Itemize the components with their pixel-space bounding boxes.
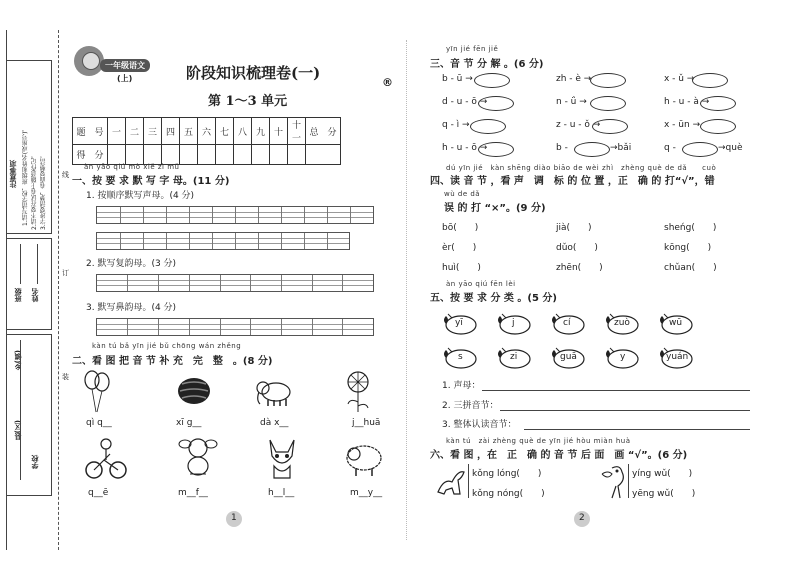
s4-item-7[interactable]: huì( ) bbox=[442, 263, 481, 273]
balloon-icon bbox=[82, 370, 112, 414]
score-cell[interactable] bbox=[108, 145, 126, 165]
apple-9 bbox=[602, 344, 640, 370]
writing-grid-4[interactable] bbox=[96, 318, 374, 336]
s3-item-3-pre: x - ǔ → bbox=[664, 74, 695, 84]
score-cell[interactable] bbox=[198, 145, 216, 165]
s3-item-7-pre: q - ì → bbox=[442, 120, 470, 130]
page-number-1: 1 bbox=[231, 513, 237, 523]
score-head-4: 四 bbox=[162, 118, 180, 145]
apple-label-4: zuò bbox=[614, 318, 630, 328]
notes-2: 2.请不要在试卷上随意作记。 bbox=[31, 152, 38, 230]
dinosaur-icon bbox=[434, 464, 468, 498]
school-label: 学校 bbox=[31, 455, 39, 469]
s2-title: 二、看 图 把 音 节 补 充 完 整 。(8 分) bbox=[72, 356, 273, 367]
s5-pinyin: àn yāo qiú fēn lèi bbox=[446, 280, 516, 288]
bee-honey-icon bbox=[176, 436, 218, 480]
s3-answer-oval-8[interactable] bbox=[592, 119, 628, 134]
s1-q2: 2. 默写复韵母。(3 分) bbox=[86, 259, 177, 269]
s3-answer-oval-2[interactable] bbox=[590, 73, 626, 88]
s5-q3: 3. 整体认读音节： bbox=[442, 420, 517, 430]
s4-item-1[interactable]: bō( ) bbox=[442, 223, 479, 233]
s3-item-1-pre: b - ū → bbox=[442, 74, 473, 84]
s4-item-9[interactable]: chǔan( ) bbox=[664, 263, 717, 273]
score-cell[interactable] bbox=[126, 145, 144, 165]
score-head-9: 九 bbox=[252, 118, 270, 145]
s1-title: 一、按 要 求 默 写 字 母。(11 分) bbox=[72, 176, 230, 187]
s2-item-5[interactable]: q__ē bbox=[88, 488, 109, 498]
parrot-icon bbox=[598, 462, 630, 500]
s4-item-6[interactable]: kōng( ) bbox=[664, 243, 712, 253]
score-table bbox=[72, 117, 341, 165]
s4-pinyin: dú yīn jié kàn shēng diào biāo de wèi zhì zhèng què de dǎ cuò bbox=[446, 164, 717, 172]
s2-item-4[interactable]: j__huā bbox=[352, 418, 381, 428]
s5-q1: 1. 声母： bbox=[442, 381, 481, 391]
score-head-8: 八 bbox=[234, 118, 252, 145]
s2-item-3[interactable]: dà x__ bbox=[260, 418, 289, 428]
score-cell[interactable] bbox=[234, 145, 252, 165]
s3-item-10-pre: h - u - ō → bbox=[442, 143, 488, 153]
s4-item-2[interactable]: jià( ) bbox=[556, 223, 592, 233]
apple-label-7: zi bbox=[510, 352, 518, 362]
seal-char-2: 订 bbox=[62, 269, 69, 277]
score-cell[interactable] bbox=[180, 145, 198, 165]
apple-8 bbox=[548, 344, 586, 370]
sheep-icon bbox=[342, 438, 384, 478]
score-head-0: 题 号 bbox=[73, 118, 108, 145]
class-name-box bbox=[6, 238, 52, 330]
elephant-icon bbox=[254, 378, 294, 408]
score-head-6: 六 bbox=[198, 118, 216, 145]
s5-answer-line-2[interactable] bbox=[500, 410, 750, 411]
s5-answer-line-1[interactable] bbox=[482, 390, 750, 391]
writing-grid-2[interactable] bbox=[96, 232, 350, 250]
fox-icon bbox=[262, 436, 302, 480]
s3-answer-oval-5[interactable] bbox=[590, 96, 626, 111]
s3-pinyin: yīn jié fēn jiě bbox=[446, 45, 499, 53]
score-value-row bbox=[73, 145, 341, 165]
s2-pinyin: kàn tú bǎ yīn jié bǔ chōng wán zhěng bbox=[92, 342, 242, 350]
s2-item-6[interactable]: m__f__ bbox=[178, 488, 208, 498]
score-cell[interactable] bbox=[252, 145, 270, 165]
s3-answer-oval-10[interactable] bbox=[478, 142, 514, 157]
unit-subtitle: 第 1～3 单元 bbox=[208, 94, 288, 109]
score-cell[interactable] bbox=[144, 145, 162, 165]
score-head-2: 二 bbox=[126, 118, 144, 145]
bicycle-icon bbox=[84, 436, 128, 480]
s3-answer-oval-4[interactable] bbox=[478, 96, 514, 111]
apple-label-6: s bbox=[458, 352, 463, 362]
s3-answer-oval-9[interactable] bbox=[700, 119, 736, 134]
s3-item-9-pre: x - ūn → bbox=[664, 120, 701, 130]
score-head-3: 三 bbox=[144, 118, 162, 145]
town-label: 乡(镇) bbox=[14, 350, 22, 371]
s3-answer-oval-3[interactable] bbox=[692, 73, 728, 88]
score-cell[interactable] bbox=[288, 145, 306, 165]
apple-5 bbox=[656, 310, 694, 336]
s4-item-8[interactable]: zhēn( ) bbox=[556, 263, 603, 273]
s6-item-3[interactable]: yíng wǔ( ) bbox=[632, 469, 693, 479]
s3-answer-oval-11[interactable] bbox=[574, 142, 610, 157]
s3-answer-oval-6[interactable] bbox=[700, 96, 736, 111]
apple-7 bbox=[494, 344, 532, 370]
s3-item-6-pre: h - u - à → bbox=[664, 97, 710, 107]
s3-item-2-pre: zh - è → bbox=[556, 74, 592, 84]
page-title: 阶段知识梳理卷(一) bbox=[186, 64, 321, 82]
s6-title: 六、看 图 ，在 正 确 的 音 节 后 面 画 “√”。(6 分) bbox=[430, 450, 688, 461]
s4-title: 四、读 音 节 ，看 声 调 标 的 位 置 ，正 确 的 打“√”，错 bbox=[430, 176, 715, 187]
s6-item-4[interactable]: yēng wǔ( ) bbox=[632, 489, 696, 499]
s2-item-2[interactable]: xī g__ bbox=[176, 418, 202, 428]
s6-item-2[interactable]: kǒng nóng( ) bbox=[472, 489, 545, 499]
badge-sub: (上) bbox=[117, 74, 133, 83]
apple-10 bbox=[656, 344, 694, 370]
s4-item-4[interactable]: èr( ) bbox=[442, 243, 477, 253]
s4-item-3[interactable]: sheńg( ) bbox=[664, 223, 717, 233]
s3-item-4-pre: d - u - ō → bbox=[442, 97, 488, 107]
s1-q3: 3. 默写鼻韵母。(4 分) bbox=[86, 303, 177, 313]
s3-answer-oval-12[interactable] bbox=[682, 142, 718, 157]
center-divider bbox=[406, 40, 407, 540]
watermelon-icon bbox=[176, 376, 212, 406]
writing-grid-1[interactable] bbox=[96, 206, 374, 224]
s3-item-11-post: →bǎi bbox=[610, 143, 632, 153]
score-head-12: 总 分 bbox=[306, 118, 341, 145]
apple-label-2: j bbox=[512, 318, 515, 328]
s6-item-1[interactable]: kǒng lóng( ) bbox=[472, 469, 542, 479]
badge-label: 一年级语文 bbox=[100, 59, 150, 72]
s2-item-7[interactable]: h__l__ bbox=[268, 488, 295, 498]
name-label: 姓名 bbox=[31, 288, 39, 302]
apple-4 bbox=[602, 310, 640, 336]
apple-label-5: wū bbox=[669, 318, 683, 328]
apple-3 bbox=[548, 310, 586, 336]
score-head-10: 十 bbox=[270, 118, 288, 145]
s4-title-2: 误 的 打 “×”。(9 分) bbox=[444, 203, 546, 214]
s3-answer-oval-1[interactable] bbox=[474, 73, 510, 88]
s1-q1: 1. 按顺序默写声母。(4 分) bbox=[86, 191, 195, 201]
apple-2 bbox=[494, 310, 532, 336]
s5-title: 五、按 要 求 分 类 。(5 分) bbox=[430, 293, 557, 304]
seal-char-1: 线 bbox=[62, 171, 69, 179]
score-head-7: 七 bbox=[216, 118, 234, 145]
s4-pinyin-2: wù de dǎ bbox=[444, 190, 481, 198]
score-cell[interactable] bbox=[270, 145, 288, 165]
registered-mark: ® bbox=[382, 76, 393, 89]
notes-title: 注意事项 bbox=[9, 160, 17, 188]
apple-label-1: yī bbox=[455, 318, 463, 328]
class-label: 班级 bbox=[14, 288, 22, 302]
apple-1 bbox=[440, 310, 478, 336]
score-head-5: 五 bbox=[180, 118, 198, 145]
apple-label-8: guā bbox=[560, 352, 577, 362]
s3-item-11-pre: b - bbox=[556, 143, 568, 153]
s5-answer-line-3[interactable] bbox=[524, 429, 750, 430]
notes-1: 1.请写清学校，班级和姓名(或座号)。 bbox=[22, 125, 29, 226]
score-header-row bbox=[73, 118, 341, 145]
page-number-2: 2 bbox=[579, 513, 585, 523]
seal-char-3: 装 bbox=[62, 373, 69, 381]
score-cell[interactable] bbox=[162, 145, 180, 165]
s1-pinyin: àn yāo qiú mò xiě zì mǔ bbox=[84, 163, 180, 171]
chrysanthemum-icon bbox=[340, 370, 376, 414]
s4-item-5[interactable]: dǔo( ) bbox=[556, 243, 598, 253]
writing-grid-3[interactable] bbox=[96, 274, 374, 292]
s3-item-12-pre: q - bbox=[664, 143, 676, 153]
s3-item-5-pre: n - ǘ → bbox=[556, 97, 587, 107]
s2-item-8[interactable]: m__y__ bbox=[350, 488, 383, 498]
s6-pinyin: kàn tú zài zhèng què de yīn jié hòu miàn huà bbox=[446, 437, 631, 445]
score-cell[interactable] bbox=[216, 145, 234, 165]
apple-label-9: y bbox=[620, 352, 626, 362]
score-row-label: 得 分 bbox=[73, 145, 108, 165]
s3-answer-oval-7[interactable] bbox=[470, 119, 506, 134]
s2-item-1[interactable]: qì q__ bbox=[86, 418, 112, 428]
notes-3: 3.字迹要清楚，卷面要整洁。 bbox=[40, 152, 47, 230]
s3-item-8-pre: z - u - ǒ → bbox=[556, 120, 601, 130]
score-cell[interactable] bbox=[306, 145, 341, 165]
apple-label-3: cí bbox=[563, 318, 571, 328]
apple-label-10: yuán bbox=[666, 352, 689, 362]
mascot-face-icon bbox=[82, 52, 100, 70]
district-label: 县(区) bbox=[14, 420, 22, 441]
s3-item-12-post: →què bbox=[718, 143, 743, 153]
apple-6 bbox=[440, 344, 478, 370]
s3-title: 三、音 节 分 解 。(6 分) bbox=[430, 59, 544, 70]
score-head-11: 十一 bbox=[288, 118, 306, 145]
s5-q2: 2. 三拼音节： bbox=[442, 401, 499, 411]
score-head-1: 一 bbox=[108, 118, 126, 145]
